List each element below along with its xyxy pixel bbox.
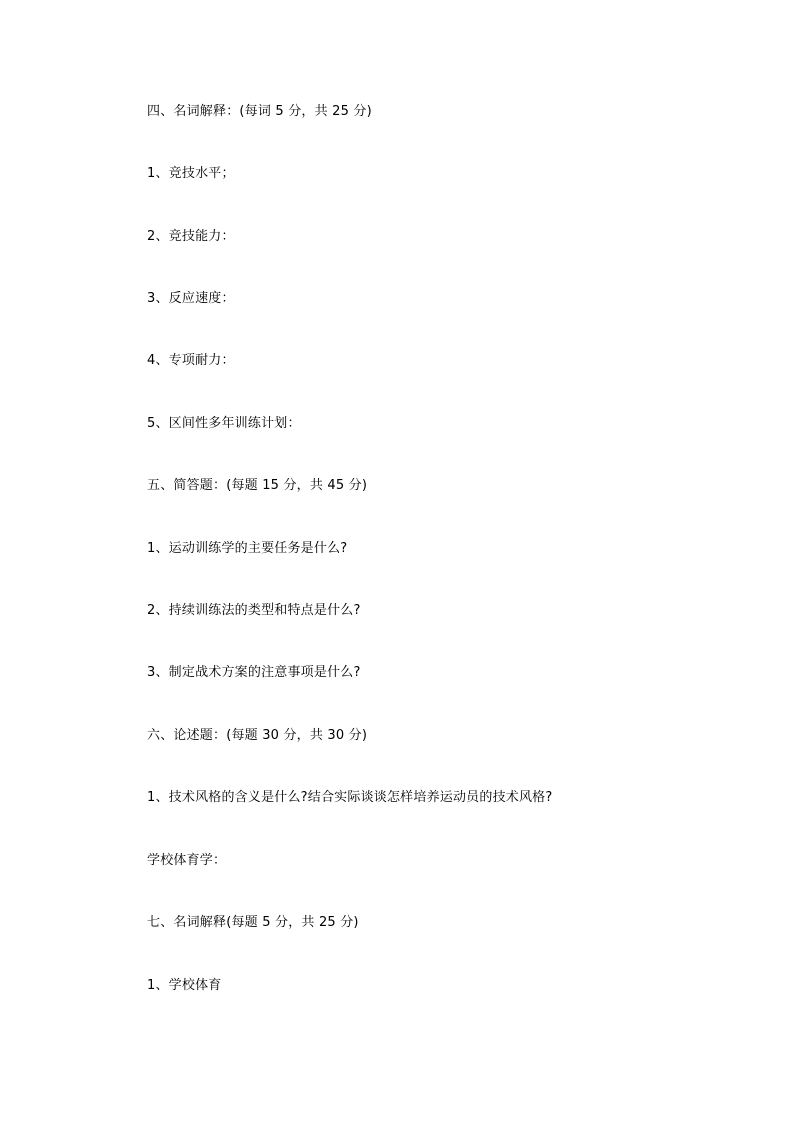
question-item: 5、区间性多年训练计划： bbox=[147, 416, 301, 431]
question-item: 2、持续训练法的类型和特点是什么? bbox=[147, 603, 361, 618]
question-item: 1、学校体育 bbox=[147, 978, 222, 993]
section-heading-6: 六、论述题：(每题 30 分，共 30 分) bbox=[147, 728, 368, 743]
question-item: 4、专项耐力： bbox=[147, 353, 235, 368]
question-item: 3、反应速度： bbox=[147, 291, 235, 306]
question-item: 1、竞技水平； bbox=[147, 166, 235, 181]
question-item: 2、竞技能力： bbox=[147, 229, 235, 244]
subject-heading: 学校体育学： bbox=[147, 853, 227, 868]
question-item: 1、运动训练学的主要任务是什么? bbox=[147, 541, 348, 556]
section-heading-7: 七、名词解释(每题 5 分，共 25 分) bbox=[147, 915, 359, 930]
question-item: 3、制定战术方案的注意事项是什么? bbox=[147, 665, 361, 680]
section-heading-4: 四、名词解释：(每词 5 分，共 25 分) bbox=[147, 104, 372, 119]
section-heading-5: 五、简答题：(每题 15 分，共 45 分) bbox=[147, 478, 368, 493]
question-item: 1、技术风格的含义是什么?结合实际谈谈怎样培养运动员的技术风格? bbox=[147, 790, 553, 805]
